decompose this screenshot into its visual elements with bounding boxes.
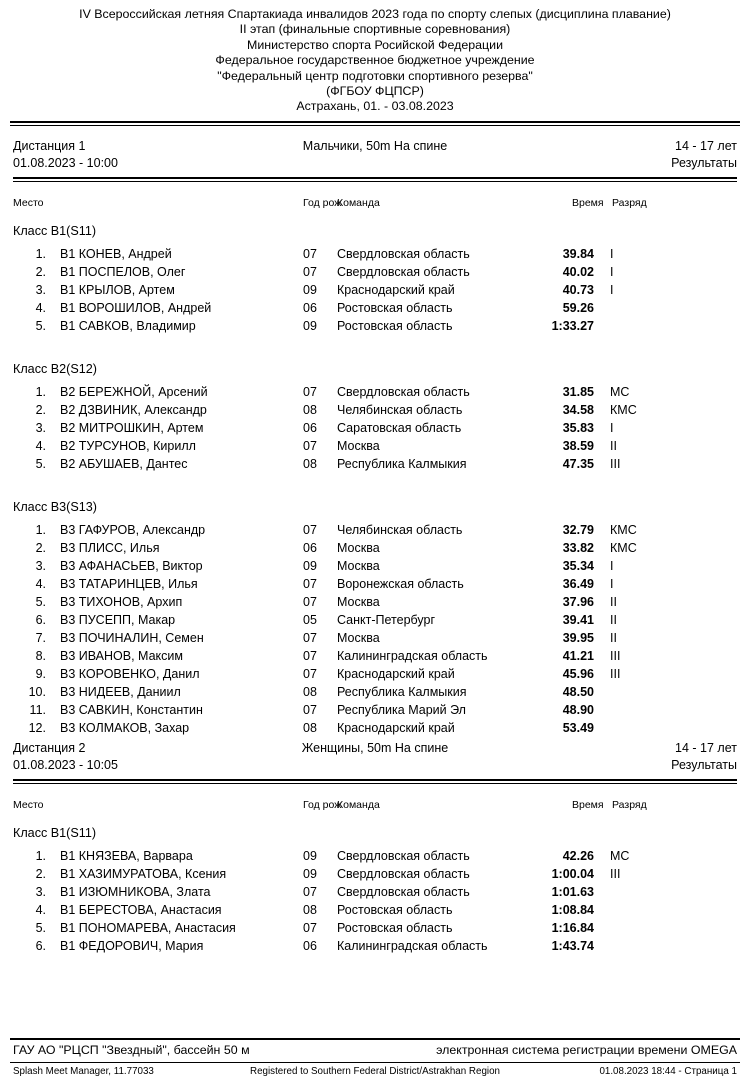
time-cell: 42.26	[562, 849, 594, 863]
place-cell: 2.	[35, 867, 46, 881]
rank-cell: III	[610, 667, 621, 681]
athlete-name-cell: B3 ПОЧИНАЛИН, Семен	[60, 631, 204, 645]
birth-year-cell: 07	[303, 439, 317, 453]
column-time: Время	[572, 799, 604, 811]
result-row	[13, 937, 737, 955]
page-info-label: 01.08.2023 18:44 - Страница 1	[599, 1066, 737, 1077]
column-rank: Разряд	[612, 799, 647, 811]
class-label: Класс B1(S11)	[13, 224, 97, 238]
team-cell: Ростовская область	[337, 921, 453, 935]
header-line-7: Астрахань, 01. - 03.08.2023	[296, 99, 454, 114]
team-cell: Республика Калмыкия	[337, 685, 467, 699]
result-row	[13, 455, 737, 473]
distance-label: Дистанция 2	[13, 741, 86, 755]
team-cell: Республика Марий Эл	[337, 703, 466, 717]
time-cell: 41.21	[562, 649, 594, 663]
rank-cell: I	[610, 283, 614, 297]
team-cell: Москва	[337, 631, 380, 645]
athlete-name-cell: B1 ИЗЮМНИКОВА, Злата	[60, 885, 211, 899]
result-row	[13, 401, 737, 419]
page-footer	[10, 1038, 740, 1078]
place-cell: 6.	[35, 613, 46, 627]
time-cell: 1:00.04	[551, 867, 594, 881]
software-label: Splash Meet Manager, 11.77033	[13, 1066, 154, 1077]
column-year: Год рож	[303, 197, 342, 209]
event-section-1	[13, 138, 737, 737]
event-title: Мальчики, 50m На спине	[302, 139, 448, 153]
result-row	[13, 557, 737, 575]
event-datetime: 01.08.2023 - 10:05	[13, 758, 118, 772]
birth-year-cell: 07	[303, 577, 317, 591]
place-cell: 5.	[35, 319, 46, 333]
athlete-name-cell: B3 ТИХОНОВ, Архип	[60, 595, 183, 609]
athlete-name-cell: B2 ТУРСУНОВ, Кирилл	[60, 439, 196, 453]
team-cell: Ростовская область	[337, 319, 453, 333]
place-cell: 7.	[35, 631, 46, 645]
place-cell: 10.	[28, 685, 46, 699]
birth-year-cell: 05	[303, 613, 317, 627]
time-cell: 33.82	[562, 541, 594, 555]
athlete-name-cell: B3 ГАФУРОВ, Александр	[60, 523, 206, 537]
time-cell: 40.73	[562, 283, 594, 297]
rank-cell: I	[610, 577, 614, 591]
athlete-name-cell: B2 ДЗВИНИК, Александр	[60, 403, 207, 417]
header-line-6: (ФГБОУ ФЦПСР)	[326, 84, 424, 99]
class-section	[13, 499, 737, 737]
birth-year-cell: 06	[303, 541, 317, 555]
time-cell: 1:33.27	[551, 319, 594, 333]
time-cell: 40.02	[562, 265, 594, 279]
result-row	[13, 719, 737, 737]
birth-year-cell: 07	[303, 385, 317, 399]
athlete-name-cell: B1 ВОРОШИЛОВ, Андрей	[60, 301, 212, 315]
rank-cell: МС	[610, 385, 630, 399]
athlete-name-cell: B2 БЕРЕЖНОЙ, Арсений	[60, 385, 208, 399]
place-cell: 1.	[35, 523, 46, 537]
event-title: Женщины, 50m На спине	[301, 741, 449, 755]
result-row	[13, 317, 737, 335]
place-cell: 3.	[35, 885, 46, 899]
result-row	[13, 683, 737, 701]
age-group: 14 - 17 лет	[675, 741, 737, 755]
registered-to-label: Registered to Southern Federal District/Astrakhan Region	[250, 1066, 500, 1077]
athlete-name-cell: B3 АФАНАСЬЕВ, Виктор	[60, 559, 203, 573]
column-place: Место	[13, 197, 44, 209]
birth-year-cell: 09	[303, 559, 317, 573]
header-line-5: "Федеральный центр подготовки спортивного резерва"	[217, 68, 533, 83]
athlete-name-cell: B1 ПОСПЕЛОВ, Олег	[60, 265, 186, 279]
time-cell: 47.35	[562, 457, 594, 471]
athlete-name-cell: B1 КОНЕВ, Андрей	[60, 247, 172, 261]
team-cell: Республика Калмыкия	[337, 457, 467, 471]
class-label: Класс B3(S13)	[13, 500, 97, 514]
column-header-row	[13, 799, 737, 812]
rank-cell: I	[610, 247, 614, 261]
column-team: Команда	[337, 197, 380, 209]
time-cell: 53.49	[562, 721, 594, 735]
time-cell: 35.83	[562, 421, 594, 435]
result-row	[13, 263, 737, 281]
result-row	[13, 281, 737, 299]
place-cell: 2.	[35, 541, 46, 555]
place-cell: 5.	[35, 595, 46, 609]
place-cell: 11.	[29, 703, 46, 717]
team-cell: Челябинская область	[337, 403, 463, 417]
time-cell: 36.49	[562, 577, 594, 591]
result-row	[13, 521, 737, 539]
rank-cell: КМС	[610, 541, 637, 555]
birth-year-cell: 09	[303, 283, 317, 297]
place-cell: 9.	[35, 667, 46, 681]
column-year: Год рож	[303, 799, 342, 811]
athlete-name-cell: B1 КНЯЗЕВА, Варвара	[60, 849, 193, 863]
athlete-name-cell: B2 МИТРОШКИН, Артем	[60, 421, 204, 435]
time-cell: 39.84	[562, 247, 594, 261]
rank-cell: I	[610, 559, 614, 573]
event-header-row-1	[13, 138, 737, 155]
time-cell: 37.96	[562, 595, 594, 609]
athlete-name-cell: B3 ПУСЕПП, Макар	[60, 613, 176, 627]
rank-cell: II	[610, 595, 617, 609]
result-row	[13, 611, 737, 629]
event-section-2	[13, 740, 737, 955]
event-header-row-2	[13, 155, 737, 172]
team-cell: Ростовская область	[337, 903, 453, 917]
athlete-name-cell: B3 ИВАНОВ, Максим	[60, 649, 183, 663]
class-rows	[13, 383, 737, 473]
header-line-1: IV Всероссийская летняя Спартакиада инвалидов 2023 года по спорту слепых (дисциплина плавание)	[79, 7, 671, 21]
team-cell: Санкт-Петербург	[337, 613, 436, 627]
result-row	[13, 299, 737, 317]
team-cell: Ростовская область	[337, 301, 453, 315]
column-rank: Разряд	[612, 197, 647, 209]
time-cell: 34.58	[562, 403, 594, 417]
header-divider	[10, 121, 740, 126]
time-cell: 48.50	[562, 685, 594, 699]
distance-label: Дистанция 1	[13, 139, 86, 153]
place-cell: 1.	[35, 247, 46, 261]
athlete-name-cell: B1 КРЫЛОВ, Артем	[60, 283, 175, 297]
athlete-name-cell: B3 ПЛИСС, Илья	[60, 541, 160, 555]
class-section	[13, 223, 737, 335]
place-cell: 2.	[35, 265, 46, 279]
rank-cell: МС	[610, 849, 630, 863]
results-label: Результаты	[671, 156, 737, 170]
athlete-name-cell: B3 КОЛМАКОВ, Захар	[60, 721, 190, 735]
place-cell: 4.	[35, 903, 46, 917]
birth-year-cell: 07	[303, 703, 317, 717]
place-cell: 8.	[35, 649, 46, 663]
place-cell: 1.	[35, 849, 46, 863]
place-cell: 3.	[35, 283, 46, 297]
team-cell: Москва	[337, 595, 380, 609]
birth-year-cell: 06	[303, 301, 317, 315]
rank-cell: КМС	[610, 403, 637, 417]
event-header-row-1	[13, 740, 737, 757]
birth-year-cell: 09	[303, 849, 317, 863]
time-cell: 39.41	[562, 613, 594, 627]
athlete-name-cell: B1 САВКОВ, Владимир	[60, 319, 196, 333]
athlete-name-cell: B3 САВКИН, Константин	[60, 703, 203, 717]
result-row	[13, 665, 737, 683]
birth-year-cell: 07	[303, 265, 317, 279]
team-cell: Краснодарский край	[337, 283, 455, 297]
birth-year-cell: 07	[303, 247, 317, 261]
class-section	[13, 361, 737, 473]
column-place: Место	[13, 799, 44, 811]
birth-year-cell: 08	[303, 457, 317, 471]
column-time: Время	[572, 197, 604, 209]
class-label: Класс B1(S11)	[13, 826, 97, 840]
birth-year-cell: 07	[303, 885, 317, 899]
result-row	[13, 575, 737, 593]
footer-main-row	[10, 1040, 740, 1063]
athlete-name-cell: B1 ХАЗИМУРАТОВА, Ксения	[60, 867, 227, 881]
team-cell: Челябинская область	[337, 523, 463, 537]
time-cell: 1:43.74	[551, 939, 594, 953]
event-classes	[13, 223, 737, 737]
result-row	[13, 419, 737, 437]
birth-year-cell: 09	[303, 319, 317, 333]
time-cell: 32.79	[562, 523, 594, 537]
athlete-name-cell: B1 ФЕДОРОВИЧ, Мария	[60, 939, 204, 953]
event-header-row-2	[13, 757, 737, 774]
place-cell: 3.	[35, 559, 46, 573]
team-cell: Свердловская область	[337, 265, 470, 279]
birth-year-cell: 09	[303, 867, 317, 881]
birth-year-cell: 08	[303, 903, 317, 917]
time-cell: 1:08.84	[551, 903, 594, 917]
result-row	[13, 629, 737, 647]
event-classes	[13, 825, 737, 955]
place-cell: 5.	[35, 921, 46, 935]
header-line-3: Министерство спорта Росийской Федерации	[247, 37, 503, 52]
time-cell: 39.95	[562, 631, 594, 645]
time-cell: 48.90	[562, 703, 594, 717]
athlete-name-cell: B3 НИДЕЕВ, Даниил	[60, 685, 181, 699]
rank-cell: III	[610, 867, 621, 881]
result-row	[13, 437, 737, 455]
place-cell: 4.	[35, 577, 46, 591]
birth-year-cell: 07	[303, 649, 317, 663]
birth-year-cell: 06	[303, 421, 317, 435]
footer-small-row	[10, 1063, 740, 1078]
birth-year-cell: 07	[303, 667, 317, 681]
time-cell: 31.85	[562, 385, 594, 399]
header-line-4: Федеральное государственное бюджетное учреждение	[215, 53, 535, 68]
header-line-2: II этап (финальные спортивные соревнования)	[239, 22, 511, 37]
event-divider	[13, 177, 737, 182]
team-cell: Воронежская область	[337, 577, 464, 591]
class-section	[13, 825, 737, 955]
time-cell: 59.26	[562, 301, 594, 315]
birth-year-cell: 08	[303, 403, 317, 417]
column-team: Команда	[337, 799, 380, 811]
result-row	[13, 593, 737, 611]
result-row	[13, 865, 737, 883]
birth-year-cell: 08	[303, 721, 317, 735]
team-cell: Свердловская область	[337, 849, 470, 863]
time-cell: 1:01.63	[551, 885, 594, 899]
athlete-name-cell: B1 ПОНОМАРЕВА, Анастасия	[60, 921, 236, 935]
birth-year-cell: 06	[303, 939, 317, 953]
time-cell: 1:16.84	[551, 921, 594, 935]
team-cell: Краснодарский край	[337, 667, 455, 681]
result-row	[13, 901, 737, 919]
athlete-name-cell: B3 КОРОВЕНКО, Данил	[60, 667, 200, 681]
rank-cell: I	[610, 265, 614, 279]
rank-cell: II	[610, 631, 617, 645]
place-cell: 2.	[35, 403, 46, 417]
team-cell: Краснодарский край	[337, 721, 455, 735]
athlete-name-cell: B3 ТАТАРИНЦЕВ, Илья	[60, 577, 198, 591]
venue-label: ГАУ АО "РЦСП "Звездный", бассейн 50 м	[13, 1043, 250, 1057]
results-label: Результаты	[671, 758, 737, 772]
event-divider	[13, 779, 737, 784]
age-group: 14 - 17 лет	[675, 139, 737, 153]
team-cell: Москва	[337, 439, 380, 453]
place-cell: 6.	[35, 939, 46, 953]
team-cell: Москва	[337, 559, 380, 573]
birth-year-cell: 07	[303, 595, 317, 609]
birth-year-cell: 07	[303, 523, 317, 537]
place-cell: 1.	[35, 385, 46, 399]
result-row	[13, 847, 737, 865]
team-cell: Свердловская область	[337, 867, 470, 881]
rank-cell: I	[610, 421, 614, 435]
event-datetime: 01.08.2023 - 10:00	[13, 156, 118, 170]
time-cell: 45.96	[562, 667, 594, 681]
result-row	[13, 383, 737, 401]
team-cell: Калининградская область	[337, 649, 488, 663]
result-row	[13, 539, 737, 557]
result-row	[13, 647, 737, 665]
birth-year-cell: 07	[303, 631, 317, 645]
athlete-name-cell: B1 БЕРЕСТОВА, Анастасия	[60, 903, 222, 917]
rank-cell: III	[610, 649, 621, 663]
column-header-row	[13, 197, 737, 210]
place-cell: 4.	[35, 439, 46, 453]
rank-cell: КМС	[610, 523, 637, 537]
class-rows	[13, 245, 737, 335]
team-cell: Калининградская область	[337, 939, 488, 953]
result-row	[13, 701, 737, 719]
timing-system-label: электронная система регистрации времени OMEGA	[436, 1043, 737, 1057]
team-cell: Москва	[337, 541, 380, 555]
team-cell: Саратовская область	[337, 421, 462, 435]
rank-cell: II	[610, 613, 617, 627]
time-cell: 38.59	[562, 439, 594, 453]
class-label: Класс B2(S12)	[13, 362, 97, 376]
time-cell: 35.34	[562, 559, 594, 573]
team-cell: Свердловская область	[337, 885, 470, 899]
class-rows	[13, 521, 737, 737]
place-cell: 12.	[28, 721, 46, 735]
team-cell: Свердловская область	[337, 247, 470, 261]
team-cell: Свердловская область	[337, 385, 470, 399]
competition-header	[13, 7, 737, 115]
place-cell: 4.	[35, 301, 46, 315]
rank-cell: II	[610, 439, 617, 453]
place-cell: 5.	[35, 457, 46, 471]
birth-year-cell: 07	[303, 921, 317, 935]
class-rows	[13, 847, 737, 955]
result-row	[13, 919, 737, 937]
place-cell: 3.	[35, 421, 46, 435]
athlete-name-cell: B2 АБУШАЕВ, Дантес	[60, 457, 188, 471]
result-row	[13, 245, 737, 263]
result-row	[13, 883, 737, 901]
birth-year-cell: 08	[303, 685, 317, 699]
rank-cell: III	[610, 457, 621, 471]
